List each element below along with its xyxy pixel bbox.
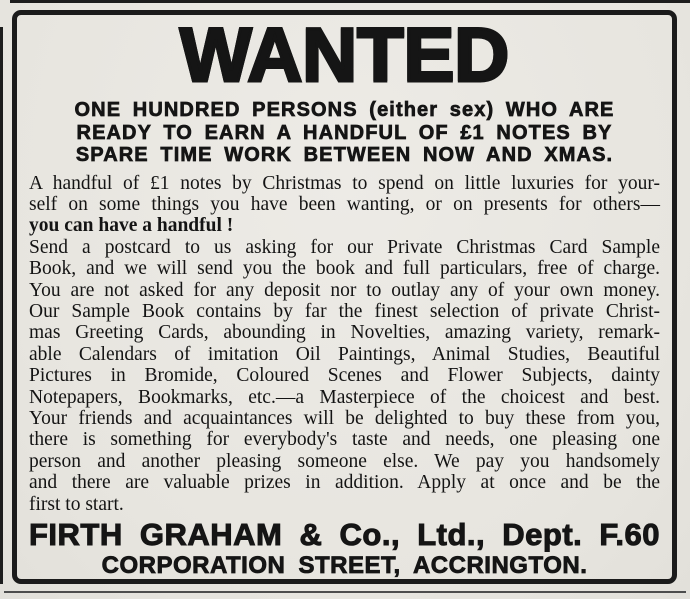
body-line-6: able Calendars of imitation Oil Paintings, Animal Studies, Beautiful [29, 343, 660, 365]
subhead-line-2: READY TO EARN A HANDFUL OF £1 NOTES BY [76, 121, 613, 144]
body-line-1: Send a postcard to us asking for our Private Christmas Card Sample [29, 236, 660, 258]
intro-line-1: A handful of £1 notes by Christmas to spend on little luxuries for your- [29, 172, 660, 194]
subhead-line-1: ONE HUNDRED PERSONS (either sex) WHO ARE [74, 99, 615, 121]
body-copy [29, 173, 660, 516]
body-line-3: You are not asked for any deposit nor to outlay any of your own money. [29, 279, 660, 301]
top-rule [10, 0, 690, 3]
body-line-13: first to start. [29, 493, 124, 515]
body-line-2: Book, and we will send you the book and full particulars, free of charge. [29, 258, 660, 280]
headline: WANTED [179, 13, 510, 98]
body-line-5: mas Greeting Cards, abounding in Novelties, amazing variety, remark- [29, 322, 660, 344]
subheadline [29, 99, 660, 167]
subhead-line-3: SPARE TIME WORK BETWEEN NOW AND XMAS. [75, 144, 614, 166]
intro-line-2: self on some things you have been wanting, or on presents for others— [29, 193, 660, 215]
body-line-9: Your friends and acquaintances will be delighted to buy these from you, [29, 407, 660, 429]
body-line-4: Our Sample Book contains by far the finest selection of private Christ- [29, 300, 660, 322]
left-column-rule [0, 27, 3, 584]
intro-bold-line: you can have a handful ! [29, 215, 234, 237]
body-line-7: Pictures in Bromide, Coloured Scenes and Flower Subjects, dainty [29, 365, 660, 387]
company-name: FIRTH GRAHAM & Co., Ltd., Dept. F.60 [29, 517, 660, 552]
body-line-11: person and another pleasing someone else. We pay you handsomely [29, 450, 660, 472]
advert-frame [12, 10, 677, 584]
body-line-10: there is something for everybody's taste and needs, one pleasing one [29, 429, 660, 451]
bottom-rule [4, 591, 686, 593]
company-address: CORPORATION STREET, ACCRINGTON. [101, 552, 588, 579]
body-line-8: Notepapers, Bookmarks, etc.—a Masterpiece of the choicest and best. [29, 386, 660, 408]
body-line-12: and there are valuable prizes in addition. Apply at once and be the [29, 472, 660, 494]
